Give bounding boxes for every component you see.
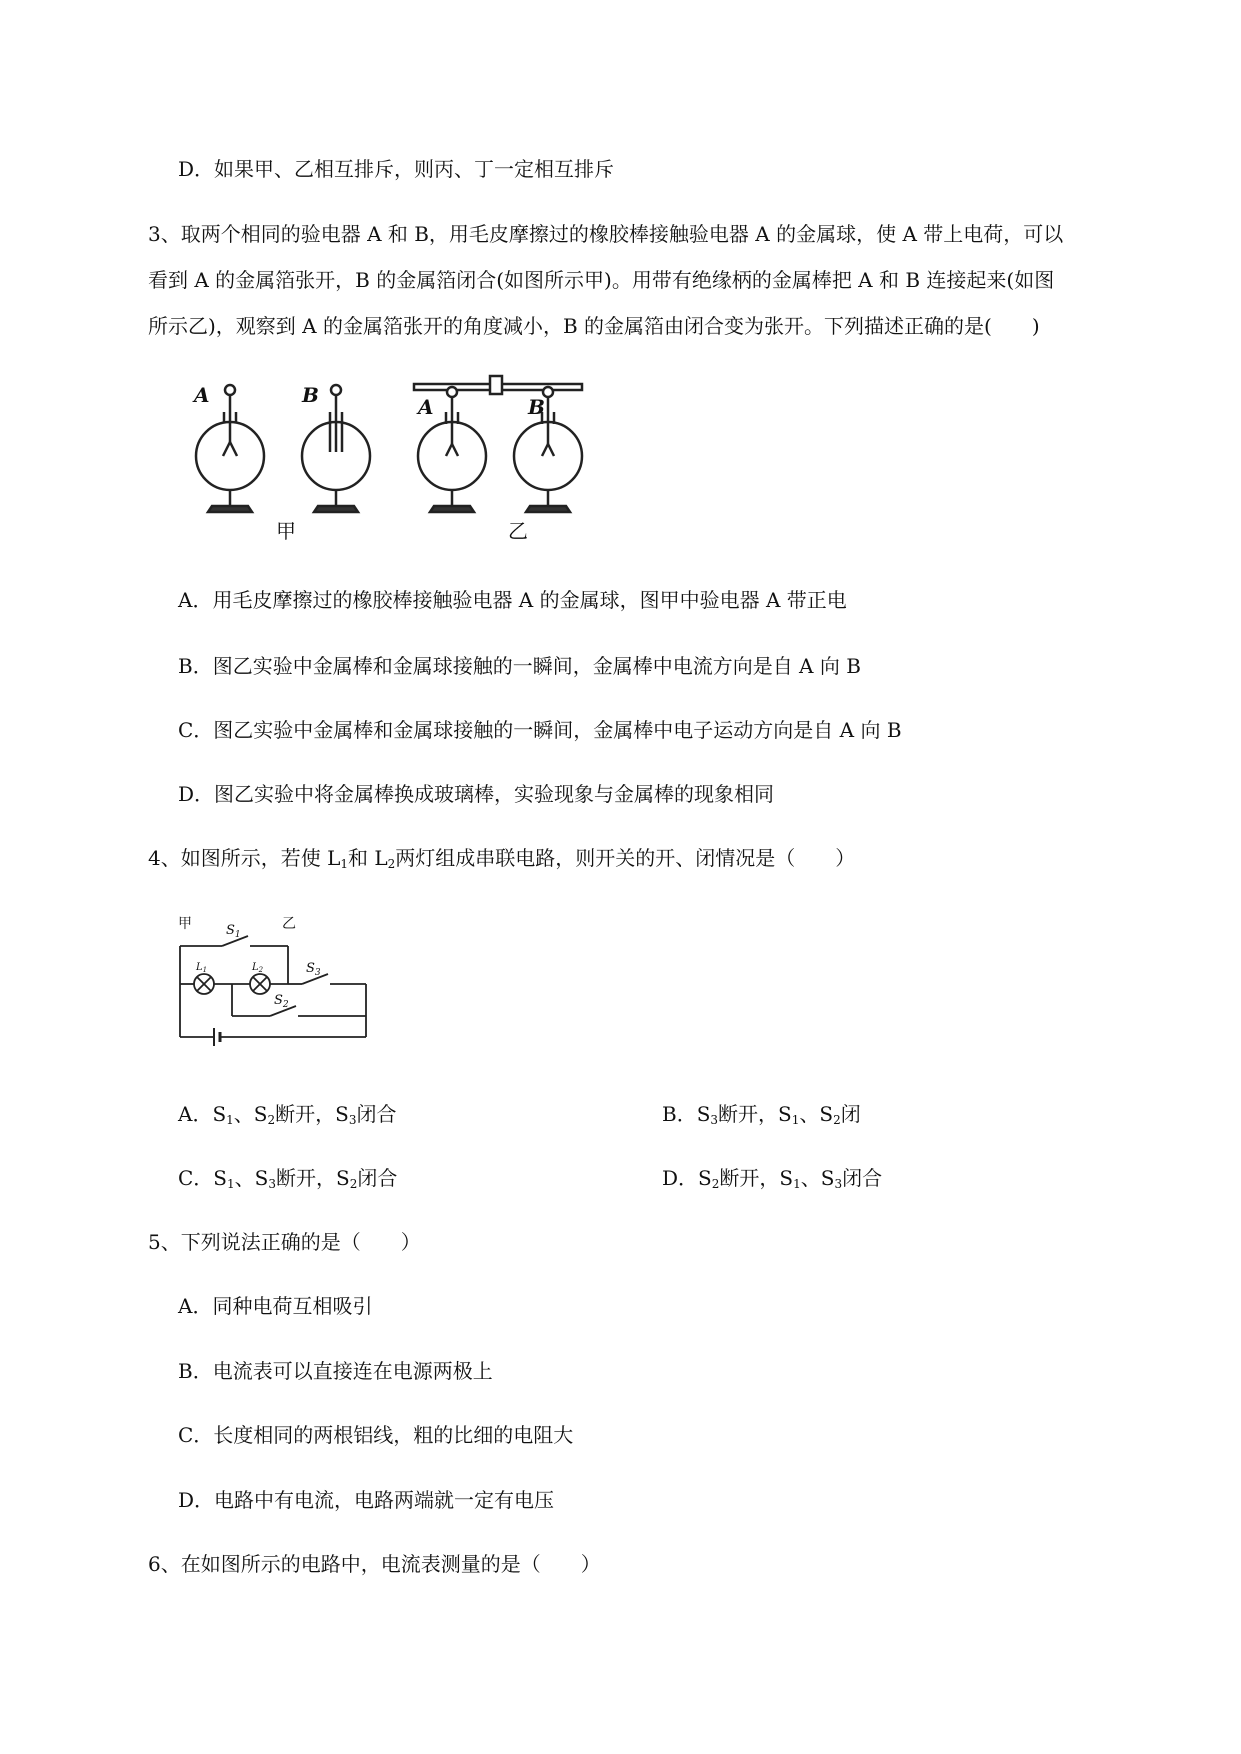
q3-stem-line2: 看到 A 的金属箔张开，B 的金属箔闭合(如图所示甲)。用带有绝缘柄的金属棒把 A 和 B 连接起来(如图 <box>148 268 1055 292</box>
q3-option-a: A．用毛皮摩擦过的橡胶棒接触验电器 A 的金属球，图甲中验电器 A 带正电 <box>178 588 847 612</box>
label-l2: $L_2$ <box>252 962 264 974</box>
caption-jia: 甲 <box>276 519 296 542</box>
q5-stem: 5、下列说法正确的是（ ） <box>148 1230 421 1254</box>
label-yi: 乙 <box>282 916 296 932</box>
label-a2: A <box>418 395 434 419</box>
q3-option-c: C．图乙实验中金属棒和金属球接触的一瞬间，金属棒中电子运动方向是自 A 向 B <box>178 718 902 742</box>
label-s2: $S_2$ <box>274 993 289 1010</box>
label-s3: $S_3$ <box>306 961 321 978</box>
electroscope-b-connected <box>514 387 582 512</box>
q5-option-b: B．电流表可以直接连在电源两极上 <box>178 1359 493 1383</box>
q3-stem-line3: 所示乙)，观察到 A 的金属箔张开的角度减小，B 的金属箔由闭合变为张开。下列描述正确的是( ) <box>148 314 1040 338</box>
q4-option-b: B．$S_3$断开，$S_1$、$S_2$闭 <box>662 1102 861 1127</box>
q4-option-a: A．$S_1$、$S_2$断开，$S_3$闭合 <box>178 1102 397 1127</box>
caption-yi: 乙 <box>508 519 528 542</box>
q3-stem-line1: 3、取两个相同的验电器 A 和 B，用毛皮摩擦过的橡胶棒接触验电器 A 的金属球，使 A 带上电荷，可以 <box>148 222 1064 246</box>
insulating-handle <box>490 376 502 394</box>
label-a: A <box>194 383 210 407</box>
q4-stem: 4、如图所示，若使 $L_1$和 $L_2$两灯组成串联电路，则开关的开、闭情况是（ ） <box>148 846 856 871</box>
circuit-figure <box>170 912 380 1057</box>
q2-option-d: D．如果甲、乙相互排斥，则丙、丁一定相互排斥 <box>178 157 615 181</box>
q5-option-d: D．电路中有电流，电路两端就一定有电压 <box>178 1488 555 1512</box>
q3-option-b: B．图乙实验中金属棒和金属球接触的一瞬间，金属棒中电流方向是自 A 向 B <box>178 654 861 678</box>
label-l1: $L_1$ <box>196 962 208 974</box>
label-b2: B <box>528 395 545 419</box>
q6-stem: 6、在如图所示的电路中，电流表测量的是（ ） <box>148 1552 601 1576</box>
q3-option-d: D．图乙实验中将金属棒换成玻璃棒，实验现象与金属棒的现象相同 <box>178 782 775 806</box>
q5-option-a: A．同种电荷互相吸引 <box>178 1294 373 1318</box>
label-jia: 甲 <box>178 916 192 932</box>
q5-option-c: C．长度相同的两根铝线，粗的比细的电阻大 <box>178 1423 574 1447</box>
q4-option-c: C．$S_1$、$S_3$断开，$S_2$闭合 <box>178 1166 398 1191</box>
label-s1: $S_1$ <box>226 923 241 940</box>
electroscope-figure <box>190 372 600 542</box>
q4-option-d: D．$S_2$断开，$S_1$、$S_3$闭合 <box>662 1166 883 1191</box>
label-b: B <box>302 383 319 407</box>
